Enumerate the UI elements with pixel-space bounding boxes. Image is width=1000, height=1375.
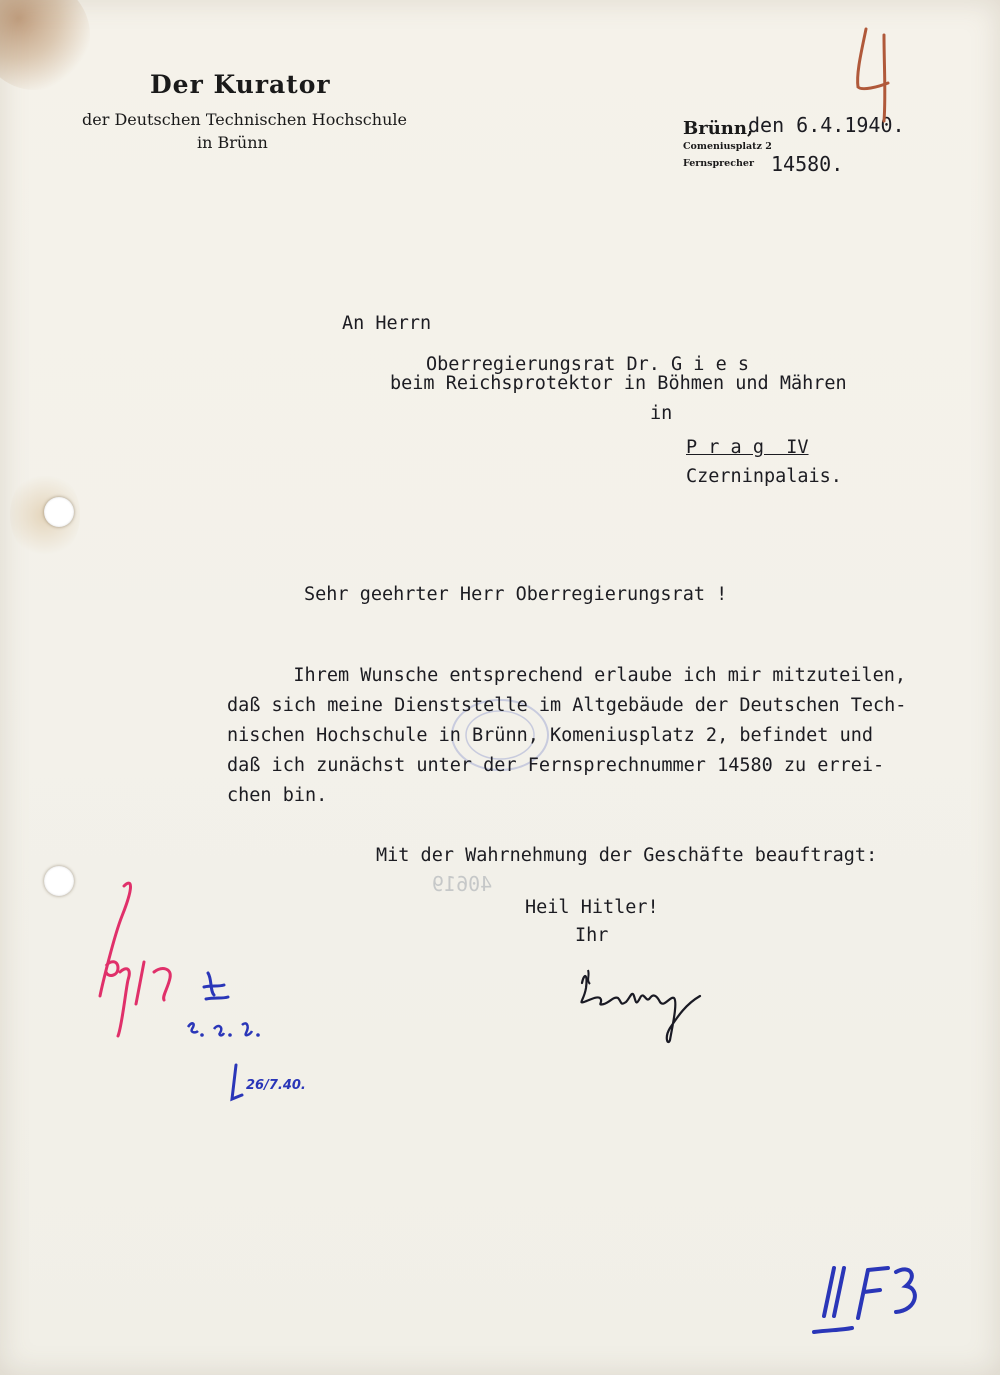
recipient-name: Oberregierungsrat Dr. G i e s <box>426 354 750 375</box>
letterhead-address: Comeniusplatz 2 <box>683 141 772 152</box>
recipient-city: P r a g IV <box>686 437 809 458</box>
body-line: chen bin. <box>227 785 328 806</box>
signature <box>574 968 714 1048</box>
blue-file-mark <box>810 1258 930 1348</box>
svg-text:26/7.40.: 26/7.40. <box>246 1078 306 1093</box>
body-line: daß sich meine Dienststelle im Altgebäude der Deutschen Tech- <box>227 695 907 716</box>
body-line: nischen Hochschule in Brünn, Komeniusplatz 2, befindet und <box>227 725 874 746</box>
recipient-in: in <box>650 403 673 424</box>
letterhead-title: Der Kurator <box>150 70 331 99</box>
punch-hole-bottom <box>44 866 74 896</box>
red-annotation <box>92 876 192 1046</box>
letter-date: den 6.4.1940. <box>748 113 905 137</box>
letter-greeting: Sehr geehrter Herr Oberregierungsrat ! <box>304 584 728 605</box>
closing-heil: Heil Hitler! <box>525 897 659 918</box>
letter-phone: 14580. <box>771 152 844 176</box>
brown-page-number <box>848 25 898 125</box>
blue-annotation <box>178 965 358 1105</box>
letterhead-place: Brünn, <box>683 118 754 139</box>
body-line: Ihrem Wunsche entsprechend erlaube ich mir mitzuteilen, <box>260 665 907 686</box>
recipient-office: beim Reichsprotektor in Böhmen und Mähren <box>390 373 847 394</box>
recipient-to: An Herrn <box>342 313 432 334</box>
paper-stain <box>0 0 90 90</box>
closing-line: Mit der Wahrnehmung der Geschäfte beauftragt: <box>376 845 878 866</box>
punch-hole-top <box>44 497 74 527</box>
letterhead-city: in Brünn <box>197 133 268 152</box>
ghost-number: 40619 <box>432 872 493 896</box>
closing-ihr: Ihr <box>575 925 609 946</box>
letterhead-institution: der Deutschen Technischen Hochschule <box>82 110 407 129</box>
letterhead-phone-label: Fernsprecher <box>683 158 754 169</box>
recipient-building: Czerninpalais. <box>686 466 842 487</box>
body-line: daß ich zunächst unter der Fernsprechnummer 14580 zu errei- <box>227 755 885 776</box>
